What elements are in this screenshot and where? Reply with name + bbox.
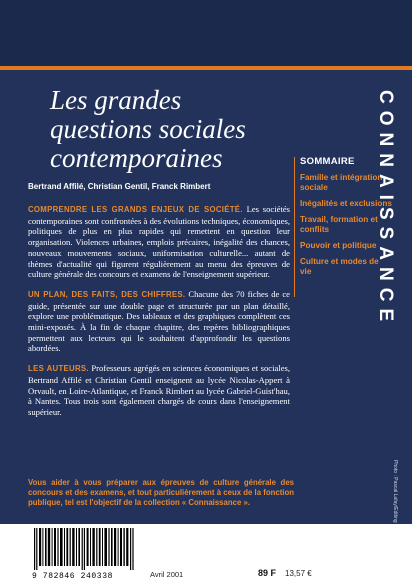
sommaire-item: Famille et intégration sociale [300,173,383,192]
accent-rule [0,66,412,70]
paragraph-lead: UN PLAN, DES FAITS, DES CHIFFRES. [28,289,186,299]
paragraph-plan [28,289,290,354]
paragraph-text: Chacune des 70 fiches de ce guide, présentée sur une double page et structurée par un plan détaillé, explore une problématique. Des tableaux et des graphiques complètent ces mini-exposés. À la fin de chaque chapitre, des repères bibliographiques permettent aux lecteurs qui le souhaitent d'approfondir les questions abordées. [28,288,290,354]
series-name: CONNAISSANCE [375,90,396,329]
title-line-1: Les grandes [50,85,182,115]
publication-date: Avril 2001 [150,570,184,579]
title-line-3: contemporaines [50,143,223,173]
paragraph-text: Professeurs agrégés en sciences économiques et sociales, Bertrand Affilé et Christian Gentil enseignent au lycée Nicolas-Appert à Orvault, en Loire-Atlantique, et Franck Rimbert au lycée Gabriel-Guist'hau, à Nantes. Tous trois sont également chargés de cours dans l'enseignement supérieur. [28,363,291,417]
sommaire-item: Culture et modes de vie [300,257,379,276]
paragraph-lead: COMPRENDRE LES GRANDS ENJEUX DE SOCIÉTÉ. [28,205,243,214]
sommaire-item: Travail, formation et conflits [300,215,378,234]
paragraph-enjeux [28,204,290,280]
barcode [28,524,140,587]
photo-credit: Photo : Pascal Lafay/Editing [392,460,398,523]
price-francs: 89 F [258,568,277,578]
paragraph-lead: LES AUTEURS. [28,364,89,374]
price-euros: 13,57 € [285,569,312,578]
book-title [50,86,300,173]
top-band [0,0,412,66]
collection-callout: Vous aider à vous préparer aux épreuves de culture générale des concours et des examens, et tout particulièrement à ceux de la fonction publique, tel est l'objectif de la collection « Connaissance ». [28,478,294,508]
sommaire-item: Inégalités et exclusions [300,199,392,208]
paragraph-text: Les sociétés contemporaines sont confrontées à des évolutions techniques, économiques, politiques de plus en plus rapides qui remettent en question leur organisation. Violences urbaines, emplois précaires, inégalité des chances, nouveaux mouvements sociaux, uniformisation culturelle... autant de thèmes d'actualité qui figurent régulièrement au menu des épreuves de culture générale des concours et examens de l'enseignement supérieur. [28,204,290,280]
barcode-bars [34,528,134,570]
sommaire-heading: SOMMAIRE [300,156,355,167]
authors: Bertrand Affilé, Christian Gentil, Franck Rimbert [28,182,211,191]
paragraph-auteurs [28,363,290,418]
barcode-number: 9 782846 240338 [32,572,114,581]
sommaire-divider [294,157,295,297]
title-line-2: questions sociales [50,114,246,144]
blurb [28,204,290,427]
sommaire-item: Pouvoir et politique [300,241,377,250]
